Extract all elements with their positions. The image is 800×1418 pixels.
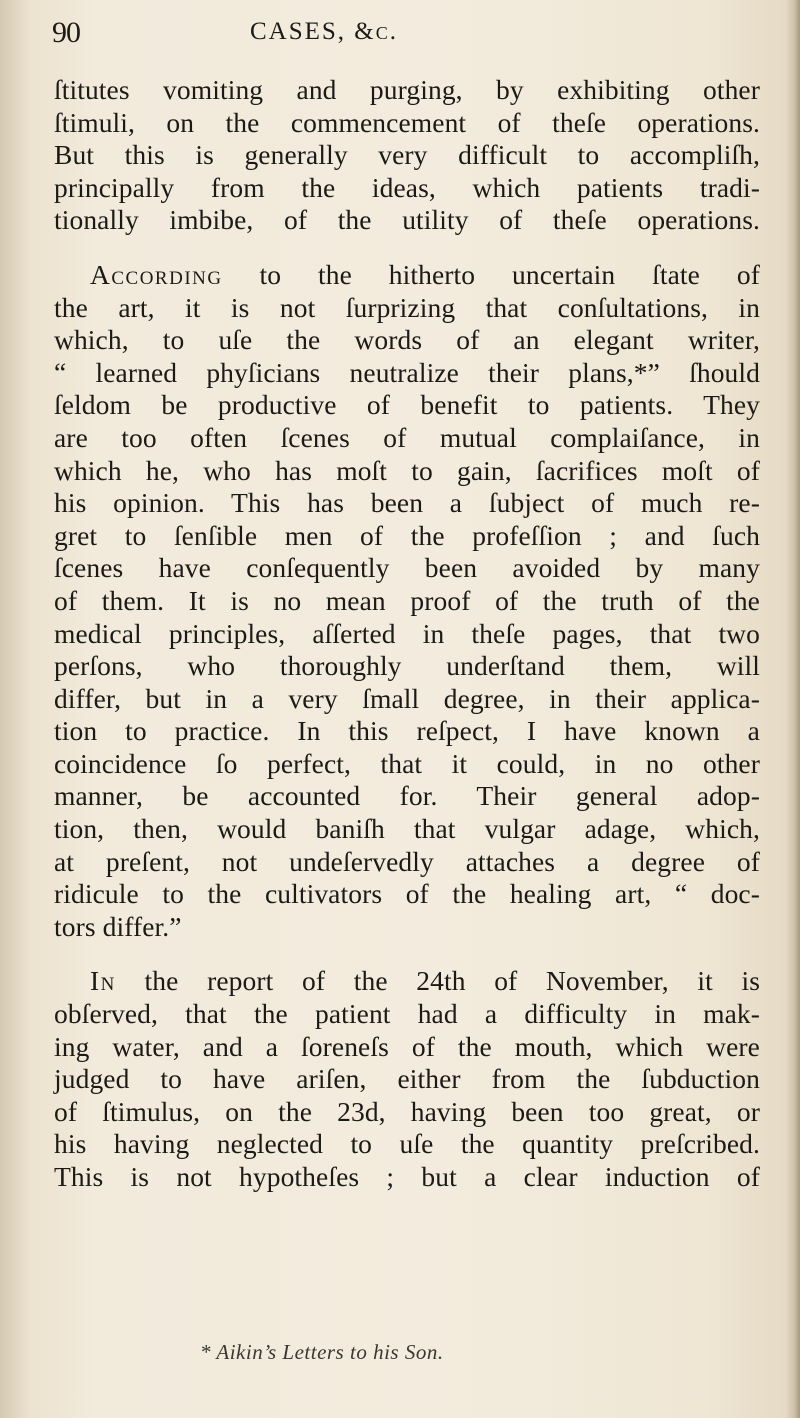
text-line: coincidence ſo perfect, that it could, in no other	[54, 747, 760, 779]
text-line: which he, who has moſt to gain, ſacrifices moſt of	[54, 454, 760, 486]
text-line: ſtimuli, on the commencement of theſe operations.	[54, 106, 760, 138]
text-line: ſtitutes vomiting and purging, by exhibiting other	[54, 74, 760, 105]
text-line: This is not hypotheſes ; but a clear induction of	[54, 1161, 760, 1192]
body-text	[54, 74, 760, 1194]
text-fragment: to the hitherto uncertain ſtate of	[222, 258, 760, 290]
text-line: gret to ſenſible men of the profeſſion ; and ſuch	[54, 519, 760, 551]
text-line: at preſent, not undeſervedly attaches a degree of	[54, 845, 760, 877]
text-line: perſons, who thoroughly underſtand them, will	[54, 650, 760, 682]
text-line	[54, 965, 760, 998]
text-line: medical principles, aſſerted in theſe pages, that two	[54, 617, 760, 649]
text-line: ing water, and a ſoreneſs of the mouth, which were	[54, 1030, 760, 1062]
paragraph-2	[54, 259, 760, 943]
text-line: tors differ.”	[54, 910, 182, 942]
text-line: tion, then, would baniſh that vulgar adage, which,	[54, 813, 760, 845]
text-line: judged to have ariſen, either from the ſubduction	[54, 1063, 760, 1095]
paragraph-3	[54, 965, 760, 1193]
text-line	[54, 259, 760, 292]
paragraph-1	[54, 74, 760, 237]
paragraph-gap	[54, 943, 760, 965]
page-edge-shadow	[786, 0, 800, 1418]
text-line: ridicule to the cultivators of the healing art, “ doc-	[54, 878, 760, 910]
paragraph-lead-word: In	[90, 965, 116, 997]
text-line: But this is generally very difficult to accompliſh,	[54, 139, 760, 171]
text-line: the art, it is not ſurprizing that conſultations, in	[54, 291, 760, 323]
text-line: tion to practice. In this reſpect, I have known a	[54, 715, 760, 747]
text-line: “ learned phyſicians neutralize their plans,*” ſhould	[54, 356, 760, 388]
text-line: differ, but in a very ſmall degree, in their applica-	[54, 682, 760, 714]
text-fragment: the report of the 24th of November, it is	[115, 965, 760, 997]
text-line: ſcenes have conſequently been avoided by many	[54, 552, 760, 584]
text-line: tionally imbibe, of the utility of theſe operations.	[54, 204, 760, 236]
paragraph-lead-word: According	[90, 258, 223, 290]
text-line: are too often ſcenes of mutual complaiſance, in	[54, 421, 760, 453]
text-line: of ſtimulus, on the 23d, having been too great, or	[54, 1095, 760, 1127]
page-number: 90	[52, 16, 80, 49]
text-line: obſerved, that the patient had a difficulty in mak-	[54, 998, 760, 1030]
page-gutter-shadow	[0, 0, 30, 1418]
text-line: ſeldom be productive of benefit to patients. They	[54, 389, 760, 421]
running-head	[52, 14, 752, 58]
running-title: CASES, &c.	[250, 18, 399, 45]
text-line: principally from the ideas, which patients tradi-	[54, 171, 760, 203]
footnote: * Aikin’s Letters to his Son.	[200, 1340, 444, 1364]
text-line: his opinion. This has been a ſubject of much re-	[54, 487, 760, 519]
text-line: his having neglected to uſe the quantity preſcribed.	[54, 1128, 760, 1160]
text-line: of them. It is no mean proof of the truth of the	[54, 584, 760, 616]
text-line: manner, be accounted for. Their general adop-	[54, 780, 760, 812]
paragraph-gap	[54, 237, 760, 259]
text-line: which, to uſe the words of an elegant writer,	[54, 324, 760, 356]
